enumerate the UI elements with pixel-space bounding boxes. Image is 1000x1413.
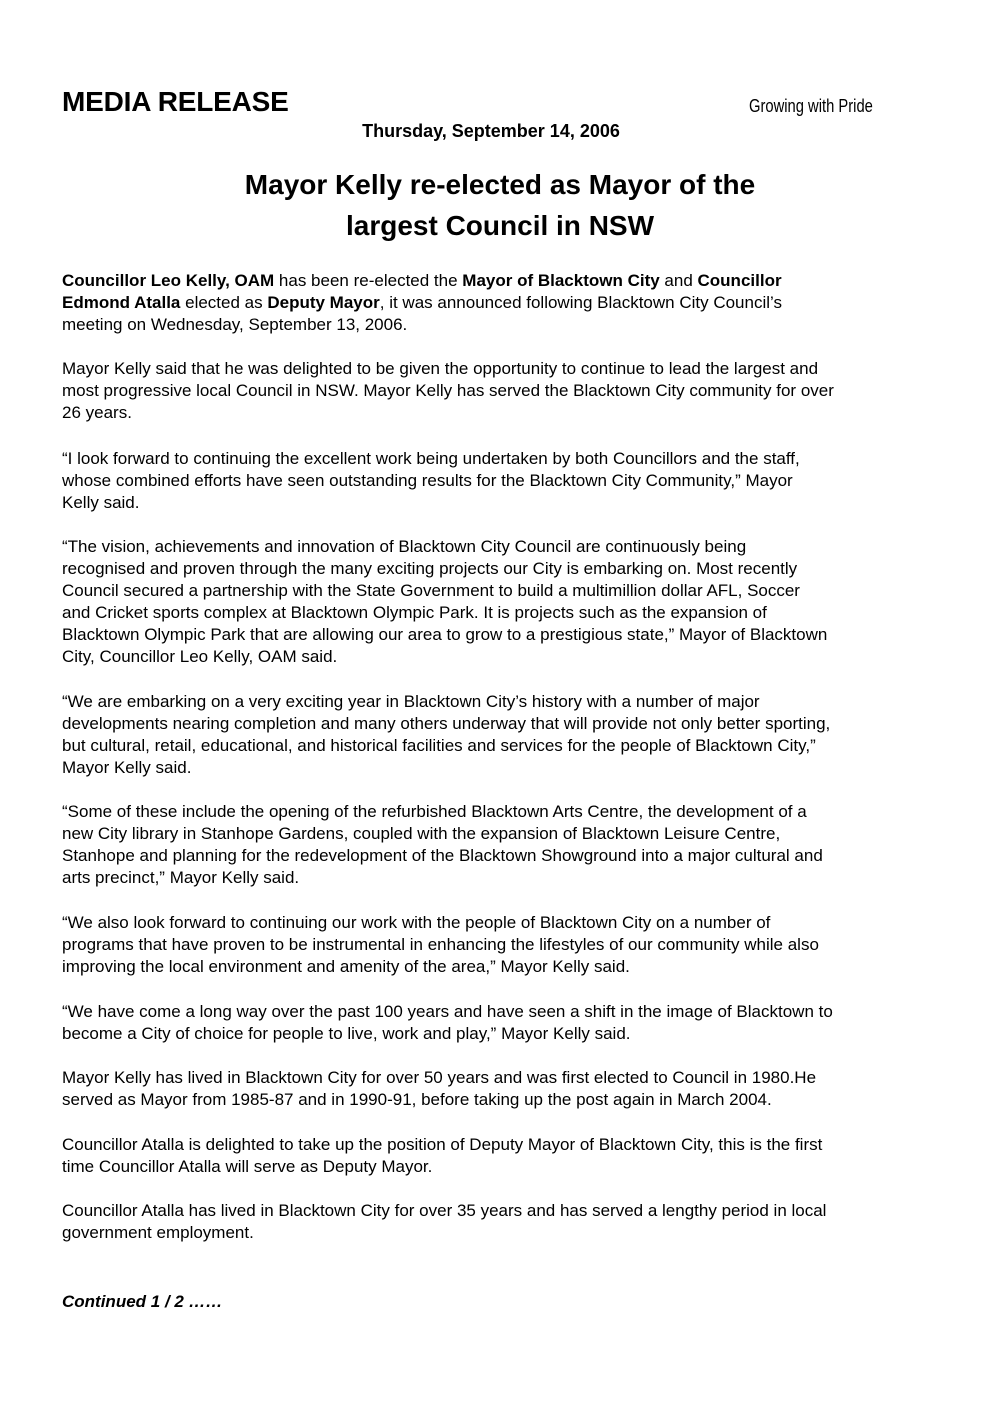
paragraph-line: Mayor Kelly has lived in Blacktown City for over 50 years and was first elected to Council in 1980.He <box>62 1068 817 1087</box>
paragraph-line: Councillor Atalla has lived in Blacktown City for over 35 years and has served a lengthy period in local <box>62 1201 827 1220</box>
paragraph-line: “We also look forward to continuing our work with the people of Blacktown City on a number of <box>62 913 771 932</box>
paragraph <box>62 801 962 889</box>
headline-line: largest Council in NSW <box>345 210 655 241</box>
bold-name: Councillor Leo Kelly, OAM <box>62 271 275 290</box>
paragraph <box>62 358 962 424</box>
paragraph-line: 26 years. <box>62 403 132 422</box>
text-run: and <box>659 271 698 290</box>
paragraph <box>62 1134 962 1178</box>
paragraph <box>62 448 962 514</box>
bold-name: Edmond Atalla <box>62 293 181 312</box>
release-date: Thursday, September 14, 2006 <box>362 121 620 141</box>
paragraph <box>62 1200 962 1244</box>
paragraph <box>62 1067 962 1111</box>
media-release-heading: MEDIA RELEASE <box>62 86 289 117</box>
intro-paragraph <box>62 270 962 336</box>
text-run: elected as <box>180 293 268 312</box>
paragraph-line: government employment. <box>62 1223 254 1242</box>
paragraph-line: time Councillor Atalla will serve as Deputy Mayor. <box>62 1157 433 1176</box>
tagline: Growing with Pride <box>749 96 873 116</box>
continued-note: Continued 1 / 2 …… <box>62 1292 223 1311</box>
paragraph-line: Blacktown Olympic Park that are allowing our area to grow to a prestigious state,” Mayor of Blacktown <box>62 625 828 644</box>
paragraph-line: “We have come a long way over the past 100 years and have seen a shift in the image of Blacktown to <box>62 1002 833 1021</box>
paragraph-line: Stanhope and planning for the redevelopment of the Blacktown Showground into a major cultural and <box>62 846 823 865</box>
intro-line: meeting on Wednesday, September 13, 2006. <box>62 315 408 334</box>
paragraph-line: recognised and proven through the many exciting projects our City is embarking on. Most recently <box>62 559 798 578</box>
paragraph <box>62 691 962 779</box>
paragraph-line: become a City of choice for people to live, work and play,” Mayor Kelly said. <box>62 1024 631 1043</box>
paragraph-line: Mayor Kelly said. <box>62 758 192 777</box>
paragraph-line: but cultural, retail, educational, and historical facilities and services for the people of Blacktown City,” <box>62 736 816 755</box>
paragraph-line: “The vision, achievements and innovation of Blacktown City Council are continuously being <box>62 537 747 556</box>
paragraph-line: new City library in Stanhope Gardens, coupled with the expansion of Blacktown Leisure Centre, <box>62 824 781 843</box>
paragraph-line: most progressive local Council in NSW. Mayor Kelly has served the Blacktown City community for over <box>62 381 834 400</box>
paragraph-line: “Some of these include the opening of the refurbished Blacktown Arts Centre, the development of a <box>62 802 807 821</box>
paragraph <box>62 536 962 668</box>
paragraph-line: “We are embarking on a very exciting year in Blacktown City’s history with a number of major <box>62 692 760 711</box>
paragraph <box>62 912 962 978</box>
headline-line: Mayor Kelly re-elected as Mayor of the <box>244 169 756 200</box>
intro-line <box>62 270 962 292</box>
paragraph-line: whose combined efforts have seen outstanding results for the Blacktown City Community,” Mayor <box>62 471 793 490</box>
text-run: has been re-elected the <box>274 271 463 290</box>
bold-title: Mayor of Blacktown City <box>462 271 660 290</box>
text-run: , it was announced following Blacktown City Council’s <box>379 293 782 312</box>
paragraph-line: Council secured a partnership with the State Government to build a multimillion dollar AFL, Soccer <box>62 581 800 600</box>
headline <box>0 164 1000 246</box>
intro-line <box>62 292 962 314</box>
paragraph-line: programs that have proven to be instrumental in enhancing the lifestyles of our community while also <box>62 935 819 954</box>
bold-title: Deputy Mayor <box>267 293 380 312</box>
paragraph-line: improving the local environment and amenity of the area,” Mayor Kelly said. <box>62 957 630 976</box>
paragraph-line: Councillor Atalla is delighted to take up the position of Deputy Mayor of Blacktown City, this is the first <box>62 1135 823 1154</box>
paragraph-line: arts precinct,” Mayor Kelly said. <box>62 868 300 887</box>
paragraph-line: City, Councillor Leo Kelly, OAM said. <box>62 647 338 666</box>
paragraph <box>62 1001 962 1045</box>
paragraph-line: and Cricket sports complex at Blacktown Olympic Park. It is projects such as the expansion of <box>62 603 767 622</box>
paragraph-line: developments nearing completion and many others underway that will provide not only better sporting, <box>62 714 831 733</box>
paragraph-line: Kelly said. <box>62 493 140 512</box>
bold-name: Councillor <box>697 271 782 290</box>
paragraph-line: Mayor Kelly said that he was delighted to be given the opportunity to continue to lead the largest and <box>62 359 819 378</box>
paragraph-line: served as Mayor from 1985-87 and in 1990-91, before taking up the post again in March 2004. <box>62 1090 772 1109</box>
paragraph-line: “I look forward to continuing the excellent work being undertaken by both Councillors and the staff, <box>62 449 800 468</box>
